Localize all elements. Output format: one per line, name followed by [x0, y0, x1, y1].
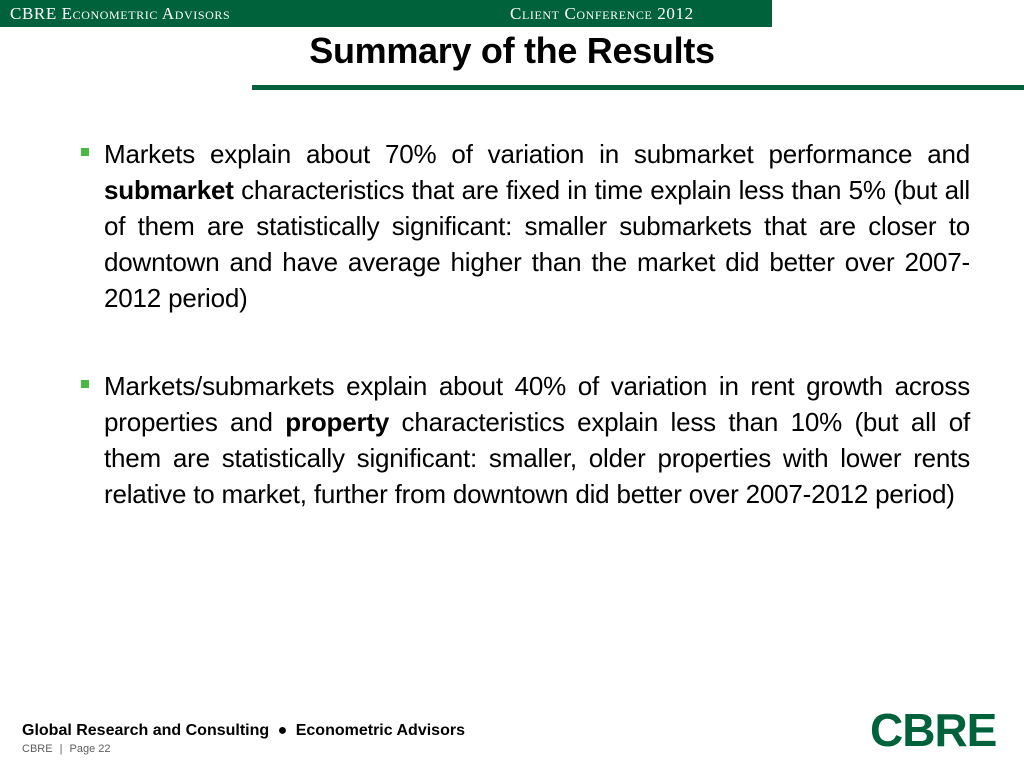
bullet-item — [78, 368, 970, 512]
cbre-logo-text: CBRE — [870, 706, 997, 752]
footer-dot: ● — [277, 722, 288, 739]
bullet-text: Markets explain about 70% of variation in submarket performance and submarket characteristics that are fixed in time explain less than 5% (but all of them are statistically significant: smaller submarkets that are closer to downtown and have average higher than the market did better over 2007-2012 period) — [104, 139, 970, 313]
bullet-emphasis: submarket — [104, 175, 234, 205]
header-band — [0, 0, 772, 27]
bullet-item — [78, 136, 970, 316]
footer-org-line — [22, 722, 465, 740]
footer-separator: | — [59, 743, 63, 755]
title-underline — [252, 85, 1024, 90]
footer-org-left: Global Research and Consulting — [22, 722, 270, 739]
square-bullet-icon — [81, 148, 89, 156]
slide-content — [78, 136, 970, 564]
slide-title: Summary of the Results — [309, 30, 715, 71]
footer-org-right: Econometric Advisors — [295, 722, 465, 739]
cbre-logo — [870, 706, 1002, 752]
bullet-text: Markets/submarkets explain about 40% of variation in rent growth across properties and property characteristics explain less than 10% (but all of them are statistically significant: smaller, older properties with lower rents relative to market, further from downtown did better over 2007-2012 period) — [104, 371, 970, 509]
bullet-emphasis: property — [285, 407, 390, 437]
square-bullet-icon — [81, 380, 89, 388]
header-left-label: CBRE Econometric Advisors — [10, 4, 231, 23]
header-right-label: Client Conference 2012 — [510, 4, 694, 23]
footer-company: CBRE — [22, 743, 53, 755]
page-number: Page 22 — [69, 743, 111, 755]
footer-page-line — [22, 743, 111, 755]
